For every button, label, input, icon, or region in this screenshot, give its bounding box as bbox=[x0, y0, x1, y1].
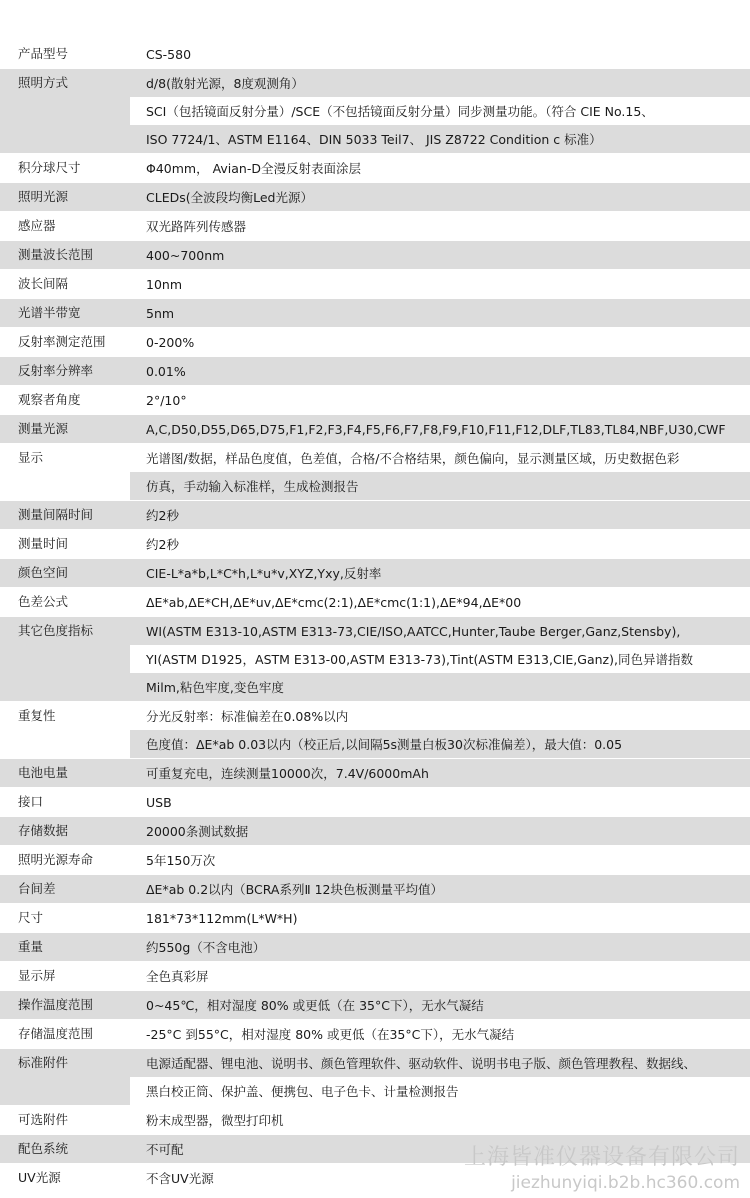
spec-value-line: Φ40mm， Avian-D全漫反射表面涂层 bbox=[146, 161, 361, 176]
spec-label: 台间差 bbox=[18, 881, 56, 896]
spec-label: 照明方式 bbox=[0, 69, 130, 153]
spec-value-line: WI(ASTM E313-10,ASTM E313-73,CIE/ISO,AATCC,Hunter,Taube Berger,Ganz,Stensby), bbox=[130, 617, 750, 645]
spec-label: 照明光源 bbox=[18, 189, 69, 204]
spec-table bbox=[0, 40, 750, 1193]
spec-value-line: -25°C 到55°C，相对湿度 80% 或更低（在35°C下），无水气凝结 bbox=[146, 1027, 515, 1042]
spec-values bbox=[130, 788, 750, 816]
spec-row bbox=[0, 933, 750, 962]
spec-values bbox=[130, 270, 750, 298]
spec-label: 显示屏 bbox=[18, 968, 56, 983]
spec-row bbox=[0, 386, 750, 415]
spec-values bbox=[130, 702, 750, 758]
spec-row bbox=[0, 530, 750, 559]
spec-value-line: 不含UV光源 bbox=[146, 1171, 214, 1186]
spec-value-line: 2°/10° bbox=[146, 392, 187, 408]
spec-label: 显示 bbox=[0, 444, 130, 500]
spec-value-line: ISO 7724/1、ASTM E1164、DIN 5033 Teil7、 JIS Z8722 Condition c 标准） bbox=[130, 125, 750, 153]
spec-values bbox=[130, 933, 750, 961]
spec-value-line: 仿真，手动输入标准样，生成检测报告 bbox=[130, 472, 750, 500]
spec-values bbox=[130, 817, 750, 845]
spec-label: 可选附件 bbox=[18, 1112, 69, 1127]
spec-value-line: 黑白校正筒、保护盖、便携包、电子色卡、计量检测报告 bbox=[130, 1077, 750, 1105]
spec-row bbox=[0, 154, 750, 183]
spec-row bbox=[0, 817, 750, 846]
spec-label: 波长间隔 bbox=[18, 276, 69, 291]
spec-values bbox=[130, 299, 750, 327]
spec-value-line: 0-200% bbox=[146, 334, 195, 350]
spec-row bbox=[0, 357, 750, 386]
spec-values bbox=[130, 1020, 750, 1048]
spec-values bbox=[130, 904, 750, 932]
spec-values bbox=[130, 212, 750, 240]
spec-label: UV光源 bbox=[18, 1170, 61, 1185]
spec-values bbox=[130, 1106, 750, 1134]
spec-row bbox=[0, 1135, 750, 1164]
spec-values bbox=[130, 501, 750, 529]
spec-values bbox=[130, 1049, 750, 1105]
spec-values bbox=[130, 559, 750, 587]
spec-values bbox=[130, 846, 750, 874]
spec-label: 测量时间 bbox=[18, 536, 69, 551]
watermark-url: jiezhunyiqi.b2b.hc360.com bbox=[511, 1173, 740, 1193]
spec-row bbox=[0, 328, 750, 357]
spec-row bbox=[0, 962, 750, 991]
spec-label: 观察者角度 bbox=[18, 392, 81, 407]
spec-value-line: 电源适配器、锂电池、说明书、颜色管理软件、驱动软件、说明书电子版、颜色管理教程、数据线、 bbox=[130, 1049, 750, 1077]
spec-values bbox=[130, 617, 750, 701]
spec-values bbox=[130, 444, 750, 500]
spec-value-line: 约2秒 bbox=[146, 508, 179, 523]
spec-label: 测量光源 bbox=[18, 421, 69, 436]
spec-value-line: 双光路阵列传感器 bbox=[146, 219, 247, 234]
spec-value-line: SCI（包括镜面反射分量）/SCE（不包括镜面反射分量）同步测量功能。（符合 CIE No.15、 bbox=[130, 97, 750, 125]
spec-values bbox=[130, 357, 750, 385]
spec-row bbox=[0, 991, 750, 1020]
spec-value-line: 粉末成型器，微型打印机 bbox=[146, 1113, 284, 1128]
spec-value-line: 5年150万次 bbox=[146, 853, 216, 868]
spec-row bbox=[0, 40, 750, 69]
spec-row bbox=[0, 759, 750, 788]
watermark-company: 上海皆准仪器设备有限公司 bbox=[463, 1145, 740, 1170]
spec-row bbox=[0, 904, 750, 933]
spec-values bbox=[130, 40, 750, 68]
spec-values bbox=[130, 759, 750, 787]
spec-row bbox=[0, 875, 750, 904]
spec-label: 感应器 bbox=[18, 218, 56, 233]
spec-value-line: YI(ASTM D1925，ASTM E313-00,ASTM E313-73),Tint(ASTM E313,CIE,Ganz),同色异谱指数 bbox=[130, 645, 750, 673]
spec-label: 尺寸 bbox=[18, 910, 44, 925]
spec-values bbox=[130, 69, 750, 153]
spec-values bbox=[130, 1135, 750, 1163]
spec-label: 测量间隔时间 bbox=[18, 507, 94, 522]
spec-values bbox=[130, 530, 750, 558]
spec-value-line: USB bbox=[146, 794, 172, 810]
spec-values bbox=[130, 328, 750, 356]
spec-value-line: CLEDs(全波段均衡Led光源） bbox=[146, 190, 313, 205]
spec-row bbox=[0, 588, 750, 617]
spec-row bbox=[0, 788, 750, 817]
spec-value-line: 5nm bbox=[146, 305, 175, 321]
spec-value-line: 光谱图/数据，样品色度值，色差值，合格/不合格结果，颜色偏向，显示测量区域，历史数据色彩 bbox=[130, 444, 750, 472]
spec-value-line: 0~45℃，相对湿度 80% 或更低（在 35°C下），无水气凝结 bbox=[146, 998, 484, 1013]
spec-label: 反射率分辨率 bbox=[18, 363, 94, 378]
spec-values bbox=[130, 241, 750, 269]
spec-label: 测量波长范围 bbox=[18, 247, 94, 262]
spec-row bbox=[0, 617, 750, 702]
spec-label: 配色系统 bbox=[18, 1141, 69, 1156]
spec-values bbox=[130, 1164, 750, 1192]
spec-label: 重量 bbox=[18, 939, 44, 954]
spec-value-line: 20000条测试数据 bbox=[146, 824, 249, 839]
spec-value-line: CIE-L*a*b,L*C*h,L*u*v,XYZ,Yxy,反射率 bbox=[146, 566, 382, 581]
spec-value-line: 不可配 bbox=[146, 1142, 184, 1157]
spec-value-line: ΔE*ab,ΔE*CH,ΔE*uv,ΔE*cmc(2:1),ΔE*cmc(1:1),ΔE*94,ΔE*00 bbox=[146, 594, 522, 610]
spec-value-line: 10nm bbox=[146, 276, 183, 292]
spec-value-line: ΔE*ab 0.2以内（BCRA系列Ⅱ 12块色板测量平均值） bbox=[146, 882, 443, 897]
spec-value-line: A,C,D50,D55,D65,D75,F1,F2,F3,F4,F5,F6,F7,F8,F9,F10,F11,F12,DLF,TL83,TL84,NBF,U30,CWF bbox=[146, 421, 726, 437]
spec-label: 操作温度范围 bbox=[18, 997, 94, 1012]
spec-label: 颜色空间 bbox=[18, 565, 69, 580]
spec-value-line: 400~700nm bbox=[146, 247, 225, 263]
spec-row bbox=[0, 501, 750, 530]
spec-value-line: 181*73*112mm(L*W*H) bbox=[146, 910, 298, 926]
spec-label: 产品型号 bbox=[18, 46, 69, 61]
spec-value-line: Milm,粘色牢度,变色牢度 bbox=[130, 673, 750, 701]
spec-value-line: 约550g（不含电池） bbox=[146, 940, 266, 955]
spec-label: 其它色度指标 bbox=[0, 617, 130, 701]
spec-label: 色差公式 bbox=[18, 594, 69, 609]
spec-value-line: d/8(散射光源，8度观测角） bbox=[130, 69, 750, 97]
spec-row bbox=[0, 183, 750, 212]
spec-row bbox=[0, 299, 750, 328]
spec-label: 存储温度范围 bbox=[18, 1026, 94, 1041]
spec-label: 存储数据 bbox=[18, 823, 69, 838]
spec-row bbox=[0, 1049, 750, 1106]
spec-values bbox=[130, 962, 750, 990]
spec-row bbox=[0, 415, 750, 444]
spec-values bbox=[130, 386, 750, 414]
spec-value-line: 全色真彩屏 bbox=[146, 969, 209, 984]
spec-values bbox=[130, 183, 750, 211]
spec-values bbox=[130, 588, 750, 616]
spec-values bbox=[130, 991, 750, 1019]
spec-row bbox=[0, 241, 750, 270]
spec-values bbox=[130, 415, 750, 443]
spec-row bbox=[0, 702, 750, 759]
spec-value-line: 约2秒 bbox=[146, 537, 179, 552]
spec-label: 照明光源寿命 bbox=[18, 852, 94, 867]
spec-label: 标准附件 bbox=[0, 1049, 130, 1105]
spec-row bbox=[0, 1106, 750, 1135]
spec-label: 接口 bbox=[18, 794, 44, 809]
spec-row bbox=[0, 846, 750, 875]
spec-label: 反射率测定范围 bbox=[18, 334, 106, 349]
spec-label: 光谱半带宽 bbox=[18, 305, 81, 320]
spec-value-line: 色度值：ΔE*ab 0.03以内（校正后,以间隔5s测量白板30次标准偏差），最大值：0.05 bbox=[130, 730, 750, 758]
spec-label: 积分球尺寸 bbox=[18, 160, 81, 175]
spec-row bbox=[0, 69, 750, 154]
spec-row bbox=[0, 270, 750, 299]
spec-label: 电池电量 bbox=[18, 765, 69, 780]
spec-values bbox=[130, 875, 750, 903]
spec-values bbox=[130, 154, 750, 182]
spec-row bbox=[0, 1164, 750, 1193]
spec-row bbox=[0, 559, 750, 588]
spec-label: 重复性 bbox=[0, 702, 130, 758]
spec-row bbox=[0, 212, 750, 241]
spec-row bbox=[0, 1020, 750, 1049]
spec-value-line: 分光反射率：标准偏差在0.08%以内 bbox=[130, 702, 750, 730]
spec-value-line: 0.01% bbox=[146, 363, 186, 379]
spec-value-line: CS-580 bbox=[146, 46, 192, 62]
spec-value-line: 可重复充电，连续测量10000次，7.4V/6000mAh bbox=[146, 766, 429, 781]
spec-row bbox=[0, 444, 750, 501]
